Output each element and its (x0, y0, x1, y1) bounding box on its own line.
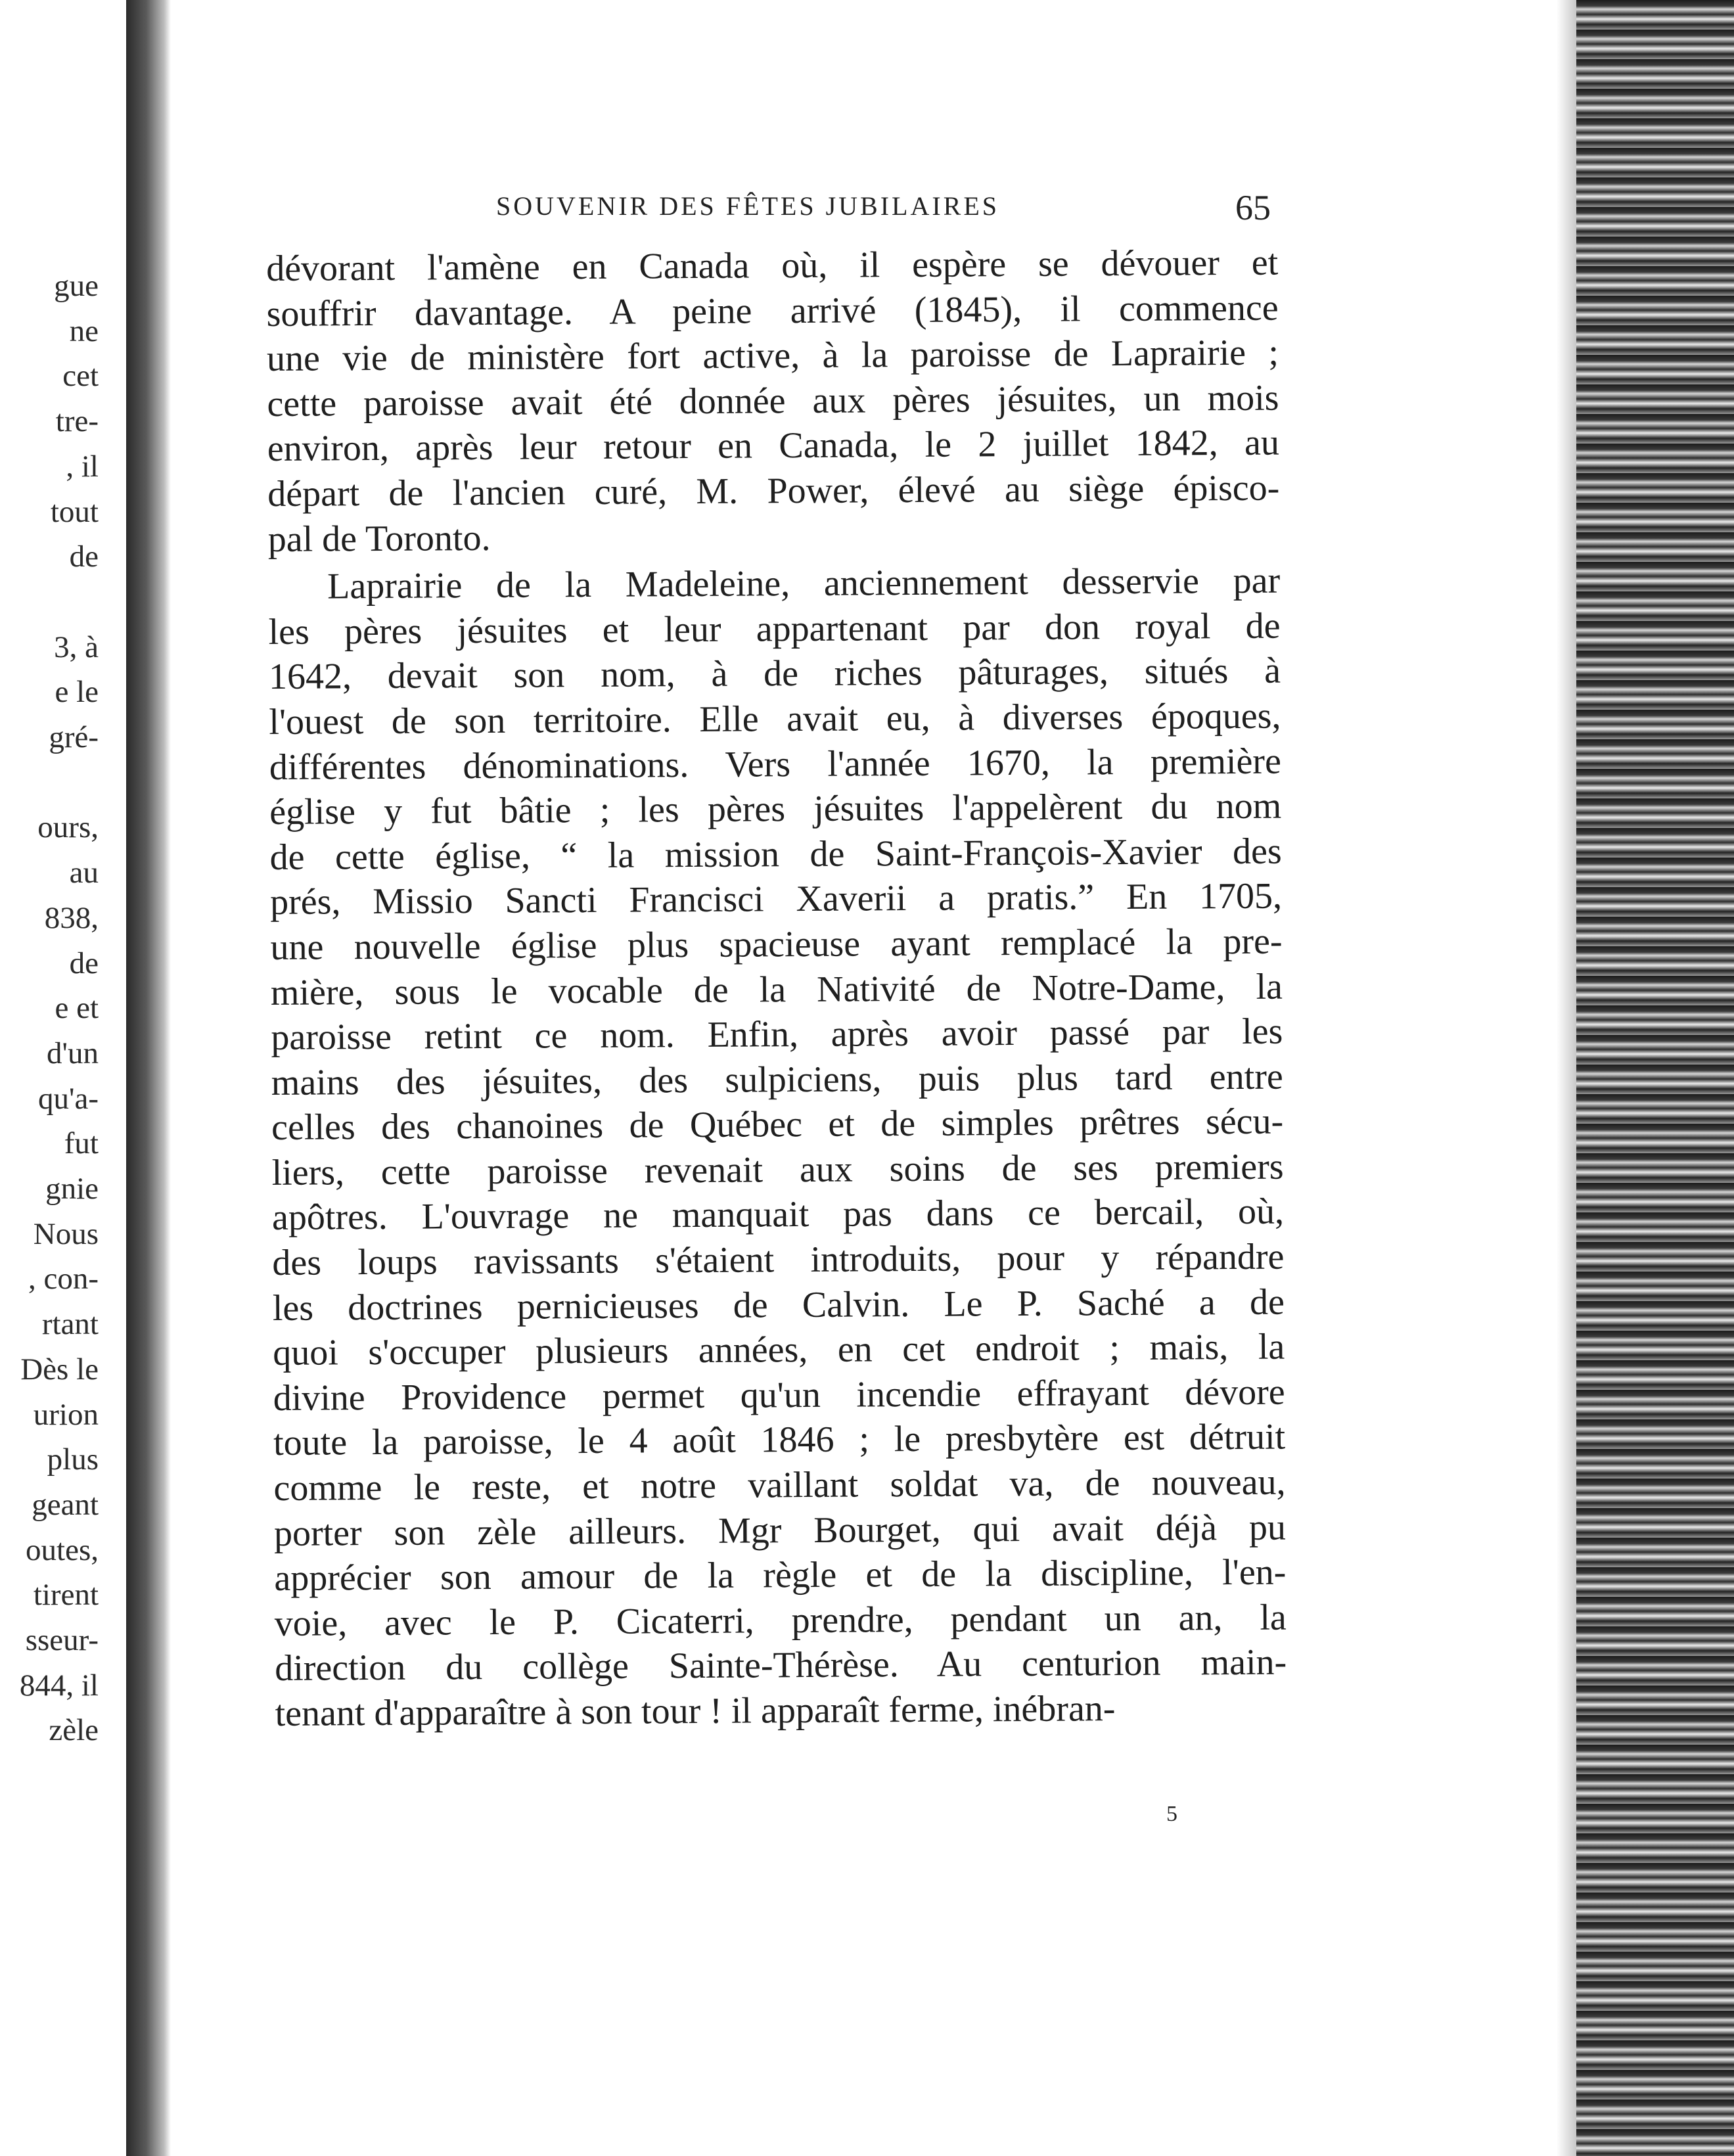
text-line: paroisse retint ce nom. Enfin, après avoir passé par les (271, 1011, 1283, 1059)
text-line: tenant d'apparaître à son tour ! il apparaît ferme, inébran- (275, 1688, 1116, 1734)
facing-page-fragment: 3, à (54, 630, 99, 664)
text-line: comme le reste, et notre vaillant soldat va, de nouveau, (273, 1461, 1286, 1509)
facing-page-fragment: geant (32, 1487, 99, 1522)
text-line: divine Providence permet qu'un incendie effrayant dévore (273, 1371, 1285, 1419)
facing-page-fragment: tre- (55, 404, 99, 439)
facing-page-fragment: sseur- (25, 1623, 99, 1657)
facing-page-fragment: tout (50, 494, 99, 529)
text-line: dévorant l'amène en Canada où, il espère se dévouer et (266, 242, 1279, 289)
text-line: voie, avec le P. Cicaterri, prendre, pendant un an, la (274, 1597, 1287, 1644)
paragraph (268, 559, 1287, 1737)
text-line: différentes dénominations. Vers l'année 1670, la première (269, 741, 1282, 788)
text-line: une nouvelle église plus spacieuse ayant remplacé la pre- (270, 921, 1283, 968)
facing-page-fragment: de (69, 539, 99, 574)
facing-page-fragment: d'un (47, 1036, 99, 1070)
facing-page-fragment: , con- (28, 1262, 99, 1296)
text-line: celles des chanoines de Québec et de simples prêtres sécu- (271, 1101, 1284, 1149)
facing-page-fragment: , il (66, 449, 99, 484)
book-page-edges (1576, 0, 1734, 2156)
text-line: départ de l'ancien curé, M. Power, élevé au siège épisco- (267, 467, 1280, 515)
text-line: prés, Missio Sancti Francisci Xaverii a pratis.” En 1705, (269, 875, 1283, 923)
facing-page-fragment: e et (55, 991, 99, 1026)
text-line: toute la paroisse, le 4 août 1846 ; le presbytère est détruit (273, 1416, 1286, 1464)
facing-page-fragment: ne (69, 313, 99, 348)
text-line: souffrir davantage. A peine arrivé (1845), il commence (266, 287, 1279, 334)
binding-shadow (126, 0, 171, 2156)
paragraph (266, 241, 1280, 562)
text-line: mains des jésuites, des sulpiciens, puis plus tard entre (271, 1056, 1283, 1103)
facing-page-fragment: fut (64, 1126, 99, 1161)
text-line: porter son zèle ailleurs. Mgr Bourget, qui avait déjà pu (273, 1507, 1287, 1554)
text-line: environ, après leur retour en Canada, le 2 juillet 1842, au (267, 422, 1280, 470)
facing-page-fragment: gue (54, 269, 99, 303)
facing-page-fragment: rtant (41, 1307, 99, 1342)
text-line: Laprairie de la Madeleine, anciennement desservie par (327, 560, 1281, 607)
running-head: SOUVENIR DES FÊTES JUBILAIRES (496, 191, 1000, 221)
text-line: les doctrines pernicieuses de Calvin. Le P. Saché a de (272, 1281, 1285, 1329)
text-line: l'ouest de son territoire. Elle avait eu, à diverses époques, (269, 695, 1281, 743)
facing-page-fragment: zèle (49, 1713, 99, 1748)
facing-page-fragment: au (69, 856, 99, 890)
signature-mark: 5 (1166, 1802, 1177, 1826)
facing-page-fragment: gré- (49, 720, 99, 754)
text-line: des loups ravissants s'étaient introduits, pour y répandre (272, 1236, 1285, 1284)
facing-page-fragment: gnie (45, 1172, 99, 1206)
facing-page-fragment: 844, il (19, 1668, 99, 1703)
facing-page-fragment: cet (62, 359, 99, 394)
body-text (266, 241, 1287, 1737)
facing-page-fragment: de (69, 946, 99, 980)
text-line: liers, cette paroisse revenait aux soins de ses premiers (271, 1146, 1284, 1193)
text-line: 1642, devait son nom, à de riches pâturages, situés à (268, 650, 1281, 698)
page-edge-fade (1557, 0, 1576, 2156)
text-line: une vie de ministère fort active, à la paroisse de Laprairie ; (266, 332, 1279, 380)
facing-page-fragment: outes, (26, 1532, 99, 1567)
text-line: les pères jésuites et leur appartenant par don royal de (268, 605, 1281, 653)
text-line: église y fut bâtie ; les pères jésuites l'appelèrent du nom (269, 785, 1282, 833)
facing-page-fragment: qu'a- (38, 1081, 99, 1116)
facing-page-fragment: 838, (44, 900, 99, 935)
facing-page-fragment: Dès le (20, 1352, 99, 1387)
facing-page-fragment: e le (55, 675, 99, 710)
text-line: apprécier son amour de la règle et de la discipline, l'en- (274, 1551, 1287, 1599)
text-line: apôtres. L'ouvrage ne manquait pas dans ce bercail, où, (271, 1191, 1285, 1239)
facing-page-fragment: Nous (33, 1216, 99, 1251)
text-line: cette paroisse avait été donnée aux pères jésuites, un mois (267, 377, 1279, 424)
text-line: de cette église, “ la mission de Saint-François-Xavier des (269, 831, 1282, 878)
facing-page-fragment: urion (33, 1397, 99, 1432)
text-line: direction du collège Sainte-Thérèse. Au centurion main- (275, 1641, 1287, 1689)
page-number: 65 (1235, 188, 1271, 227)
text-line: pal de Toronto. (267, 517, 491, 560)
facing-page-fragment: ours, (37, 810, 99, 845)
facing-page-fragment: tirent (33, 1578, 99, 1613)
facing-page-fragment: plus (47, 1442, 99, 1477)
text-line: mière, sous le vocable de la Nativité de Notre-Dame, la (270, 966, 1283, 1013)
text-line: quoi s'occuper plusieurs années, en cet endroit ; mais, la (273, 1326, 1285, 1374)
